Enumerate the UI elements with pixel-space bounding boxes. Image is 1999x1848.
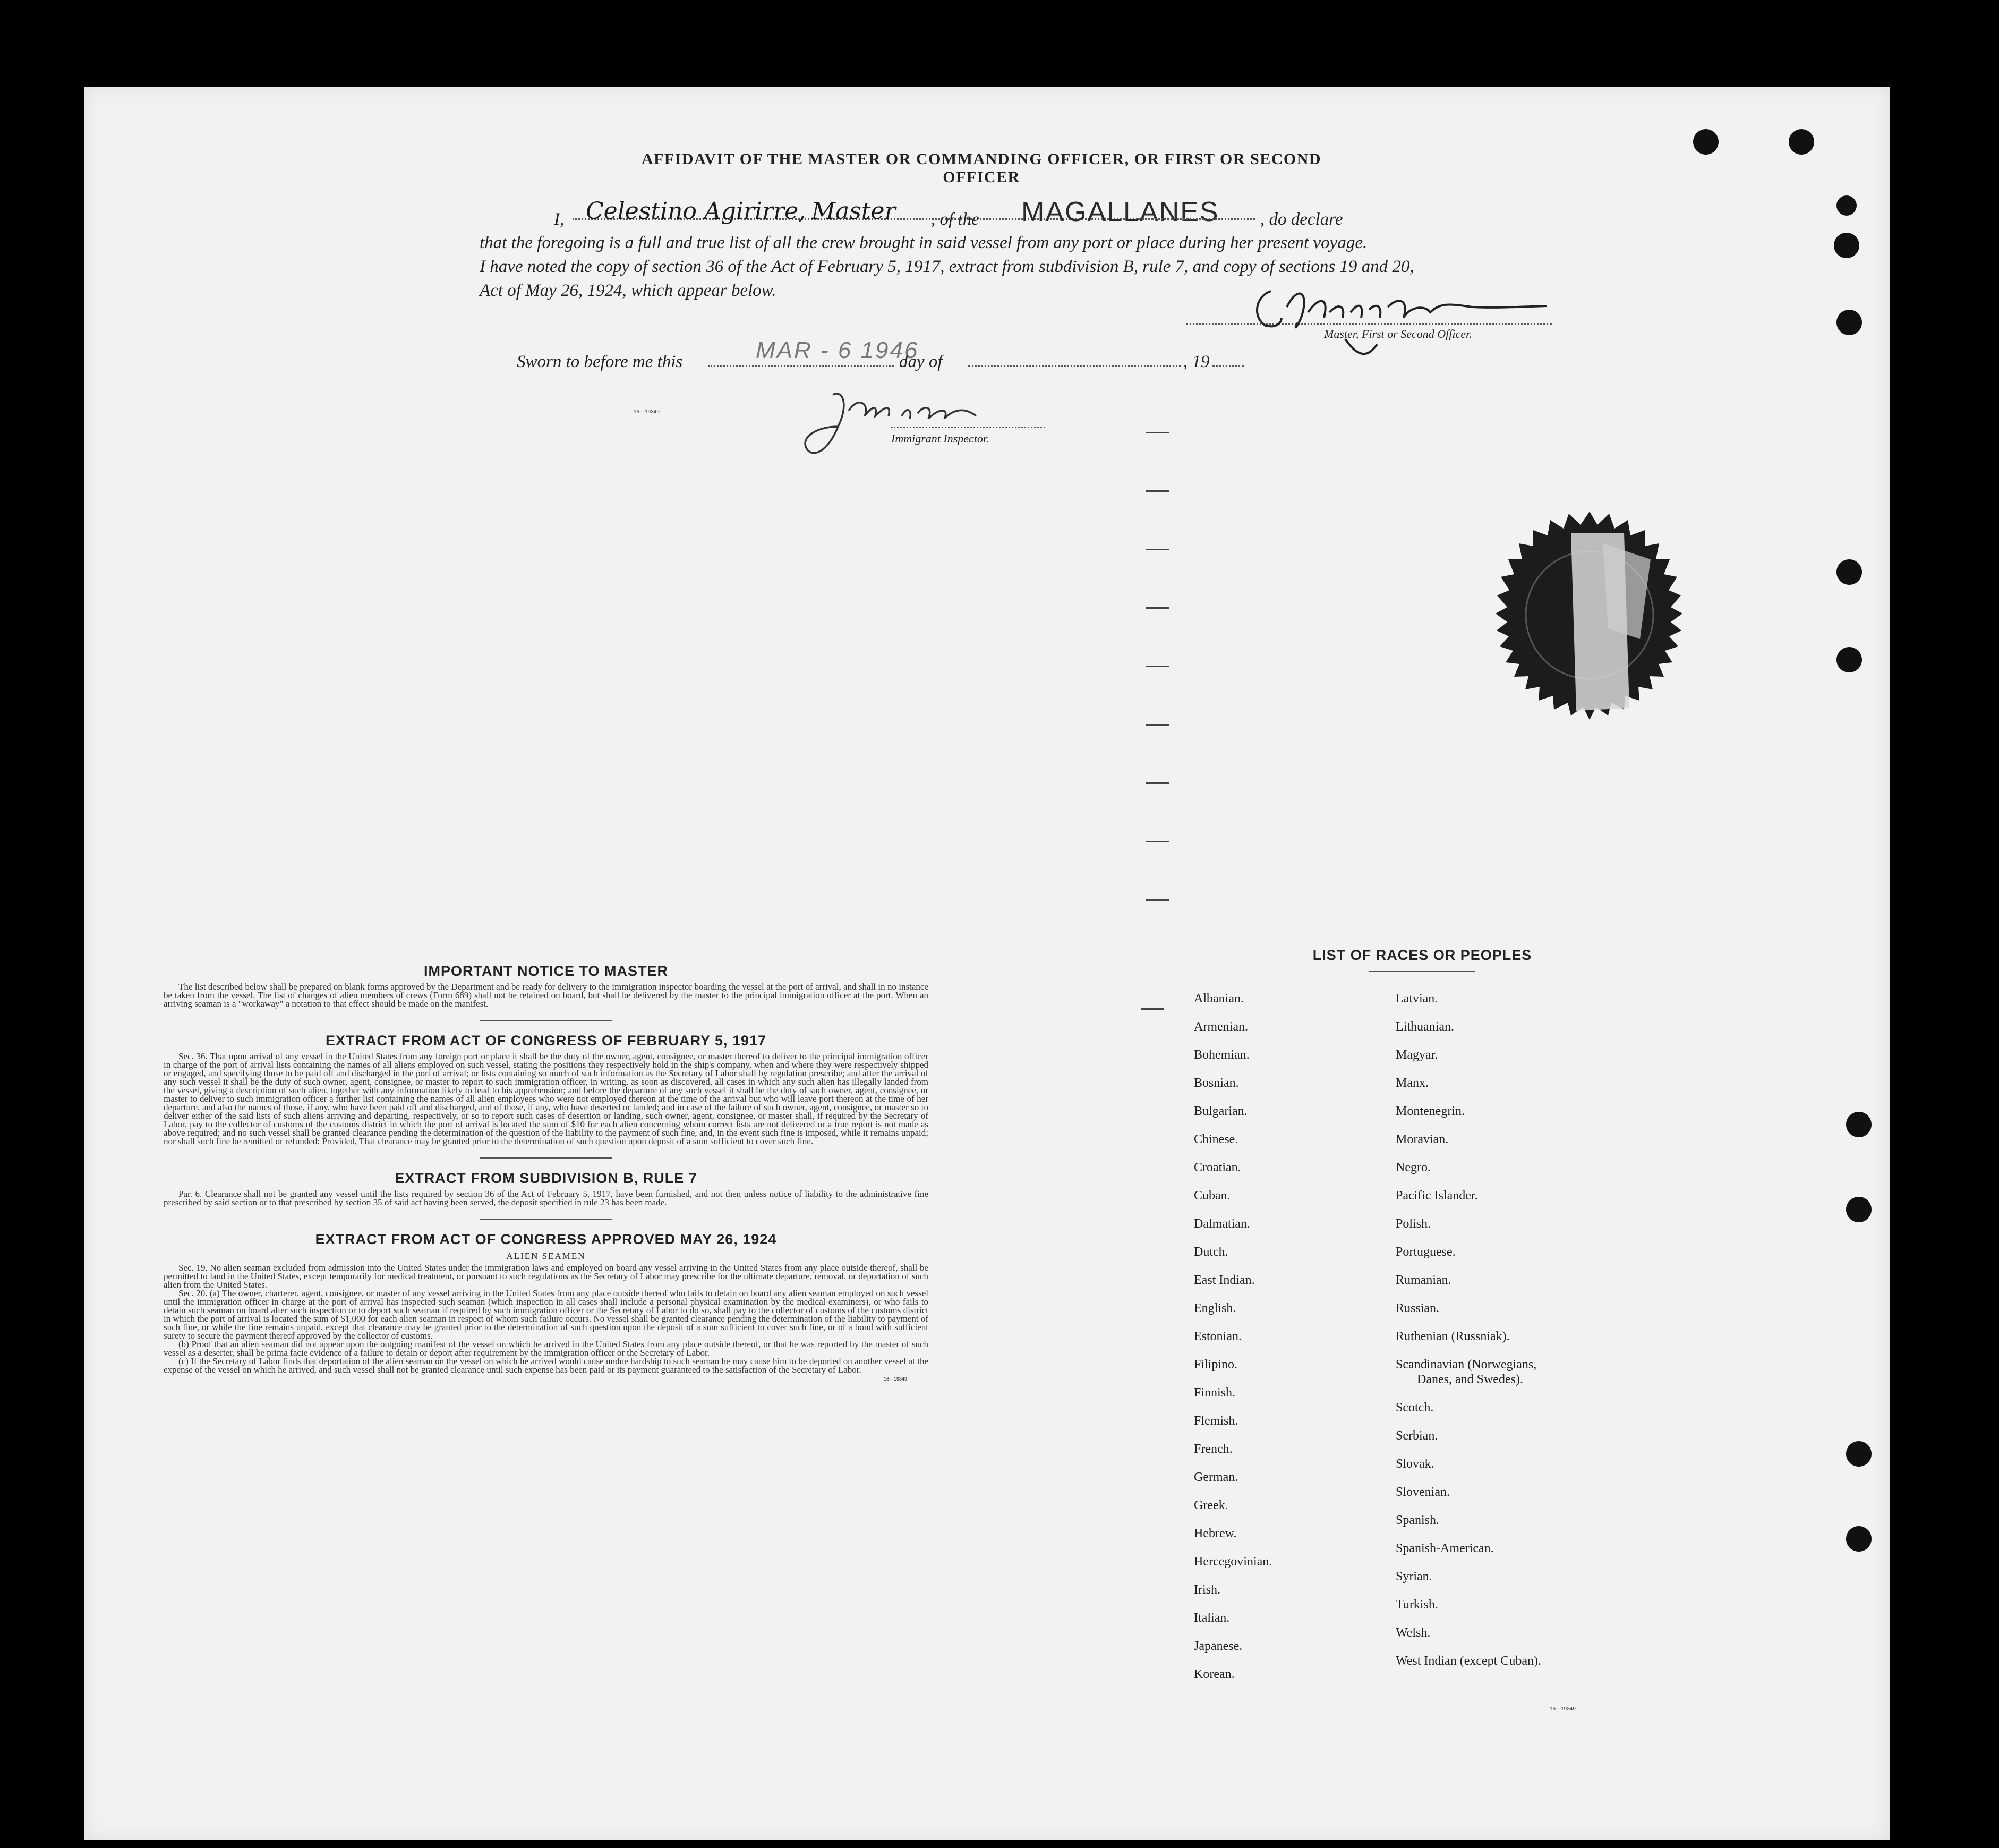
race-item: Ruthenian (Russniak).	[1396, 1330, 1510, 1343]
vessel-name: MAGALLANES	[1021, 197, 1219, 227]
race-item: West Indian (except Cuban).	[1396, 1654, 1541, 1668]
column-tick	[1141, 1008, 1164, 1010]
day-of-label: day of	[899, 352, 943, 371]
notice-form-number: 16—19349	[883, 1376, 907, 1382]
race-item: Moravian.	[1396, 1132, 1449, 1146]
race-item: Negro.	[1396, 1161, 1431, 1174]
punch-hole	[1836, 647, 1862, 672]
race-item: Rumanian.	[1396, 1273, 1451, 1287]
race-item: Albanian.	[1194, 992, 1244, 1006]
column-tick	[1146, 666, 1169, 667]
race-item: Estonian.	[1194, 1330, 1242, 1343]
punch-hole	[1836, 559, 1862, 585]
race-item: East Indian.	[1194, 1273, 1255, 1287]
race-item: Serbian.	[1396, 1429, 1438, 1443]
inspector-label: Immigrant Inspector.	[891, 432, 989, 445]
sec-20b-text: (b) Proof that an alien seaman did not appear upon the outgoing manifest of the vessel on which he arrived in the United States from any place outside thereof, or that he was reported by the master of such vessel as a deserter, shall be prima facie evidence of a failure to detain or deport after requirement by the immigration officer or the Secretary of Labor.	[164, 1339, 928, 1358]
extract-1917-title: EXTRACT FROM ACT OF CONGRESS OF FEBRUARY 5, 1917	[325, 1033, 767, 1049]
race-item: Bohemian.	[1194, 1048, 1250, 1062]
race-item: Spanish.	[1396, 1513, 1440, 1527]
race-item: German.	[1194, 1470, 1238, 1484]
declaration-line-3: I have noted the copy of section 36 of the Act of February 5, 1917, extract from subdivision B, rule 7, and copy of sections 19 and 20,	[480, 257, 1414, 276]
signature-graphic	[1250, 275, 1579, 360]
race-item: Welsh.	[1396, 1626, 1431, 1640]
races-title: LIST OF RACES OR PEOPLES	[1312, 947, 1532, 963]
month-underline	[968, 365, 1181, 367]
document-page	[84, 87, 1890, 1840]
inspector-line	[891, 427, 1045, 428]
master-name: Celestino Agirirre,	[586, 198, 806, 225]
do-declare-label: , do declare	[1260, 210, 1343, 229]
race-item: Croatian.	[1194, 1161, 1241, 1174]
sec-19-text: Sec. 19. No alien seaman excluded from admission into the United States under the immigration laws and employed on board any vessel arriving in the United States from any place outside thereof, shall be permitted to land in the United States, except temporarily for medical treatment, or pursuant to such regulations as the Secretary of Labor may prescribe for the ultimate departure, removal, or deportation of such alien from the United States.	[164, 1263, 928, 1290]
divider	[480, 1219, 612, 1220]
race-item: Dalmatian.	[1194, 1217, 1250, 1231]
declaration-line-2: that the foregoing is a full and true list of all the crew brought in said vessel from any port or place during her present voyage.	[480, 233, 1368, 252]
race-item: Latvian.	[1396, 992, 1438, 1006]
race-item: Irish.	[1194, 1583, 1220, 1597]
column-tick	[1146, 724, 1169, 726]
master-rank: Master	[811, 198, 896, 225]
affidavit-title: AFFIDAVIT OF THE MASTER OR COMMANDING OFFICER, OR FIRST OR SECOND OFFICER	[641, 150, 1322, 186]
race-item: Hebrew.	[1194, 1527, 1237, 1540]
form-number: 16—19349	[634, 409, 660, 415]
race-item: Magyar.	[1396, 1048, 1438, 1062]
race-item: English.	[1194, 1301, 1236, 1315]
inspector-signature	[764, 373, 1093, 464]
races-right-column	[1396, 992, 1661, 1712]
declaration-line-4: Act of May 26, 1924, which appear below.	[480, 281, 776, 300]
race-item: Bosnian.	[1194, 1076, 1239, 1090]
sec-20a-text: Sec. 20. (a) The owner, charterer, agent, consignee, or master of any vessel arriving in the United States from any place outside thereof who fails to detain on board any alien seaman employed on such vessel until the immigration officer in charge at the port of arrival has inspected such seaman (which inspection in all cases shall include a personal physical examination by the medical examiners), or who fails to detain such seaman on board after such inspection or to deport such seaman if required by such immigration officer or the Secretary of Labor to do so, shall pay to the collector of customs of the customs district in which the port of arrival is located the sum of $1,000 for each alien seaman in respect of whom such failure occurs. No vessel shall be granted clearance pending the determination of the liability to payment of such fine, or while the fine remains unpaid, except that clearance may be granted prior to the determination of such question upon the deposit of a sum sufficient to cover such fine, or of a bond with sufficient surety to secure the payment thereof approved by the collector of customs.	[164, 1288, 928, 1341]
notice-title: IMPORTANT NOTICE TO MASTER	[424, 963, 668, 979]
race-item: Cuban.	[1194, 1189, 1231, 1203]
column-tick	[1146, 432, 1169, 433]
race-item: Russian.	[1396, 1301, 1440, 1315]
race-item: Scotch.	[1396, 1401, 1434, 1415]
master-signature	[1186, 286, 1558, 350]
column-tick	[1146, 899, 1169, 901]
column-tick	[1146, 549, 1169, 550]
race-item: Korean.	[1194, 1667, 1235, 1681]
race-item: Japanese.	[1194, 1639, 1243, 1653]
races-left-column	[1194, 992, 1353, 1696]
race-item: Pacific Islander.	[1396, 1189, 1478, 1203]
race-item: Danes, and Swedes).	[1417, 1373, 1523, 1386]
notice-section	[164, 963, 928, 1382]
column-tick	[1146, 490, 1169, 492]
column-tick	[1146, 607, 1169, 609]
sworn-prefix: Sworn to before me this	[517, 352, 683, 371]
punch-hole	[1846, 1112, 1872, 1137]
race-item: Scandinavian (Norwegians,	[1396, 1358, 1537, 1372]
punch-hole	[1846, 1441, 1872, 1467]
notice-text: The list described below shall be prepared on blank forms approved by the Department and be ready for delivery to the immigration inspector boarding the vessel at the port of arrival, and shall in no instance be taken from the vessel. The list of changes of alien members of crews (Form 689) shall not be retained on board, but shall be delivered by the master to the principal immigration officer at the port. When an arriving seaman is a "workaway" a notation to that effect should be made on the manifest.	[164, 982, 928, 1009]
race-item: Bulgarian.	[1194, 1104, 1248, 1118]
race-item: Montenegrin.	[1396, 1104, 1465, 1118]
alien-seamen-subtitle: ALIEN SEAMEN	[506, 1251, 586, 1261]
race-item: Greek.	[1194, 1498, 1228, 1512]
divider	[1369, 971, 1475, 972]
signature-label: Master, First or Second Officer.	[1324, 327, 1472, 340]
punch-hole	[1846, 1526, 1872, 1552]
race-item: Hercegovinian.	[1194, 1555, 1272, 1569]
punch-hole	[1836, 195, 1857, 216]
date-stamp: MAR - 6 1946	[756, 337, 919, 363]
punch-hole	[1834, 233, 1859, 258]
race-item: Italian.	[1194, 1611, 1230, 1625]
punch-hole	[1836, 310, 1862, 335]
race-item: Finnish.	[1194, 1386, 1236, 1400]
declaration-prefix: I,	[554, 210, 565, 229]
punch-hole	[1789, 129, 1814, 155]
notary-seal-icon	[1470, 501, 1709, 740]
divider	[480, 1020, 612, 1021]
year-prefix: , 19	[1183, 352, 1210, 371]
race-item: Filipino.	[1194, 1358, 1238, 1372]
column-tick	[1146, 841, 1169, 842]
extract-rule7-text: Par. 6. Clearance shall not be granted any vessel until the lists required by section 36 of the Act of February 5, 1917, have been furnished, and not then unless notice of liability to the administrative fine prescribed by said section or to that prescribed by section 35 of said act having been served, the deposit specified in rule 23 has been made.	[164, 1189, 928, 1207]
race-item: Spanish-American.	[1396, 1542, 1494, 1555]
race-item: Flemish.	[1194, 1414, 1238, 1428]
punch-hole	[1693, 129, 1719, 155]
punch-hole	[1846, 1197, 1872, 1222]
race-item: Portuguese.	[1396, 1245, 1456, 1259]
race-item: Armenian.	[1194, 1020, 1248, 1034]
declaration-line-1	[480, 197, 1574, 231]
races-section	[1178, 947, 1667, 1712]
race-item: Slovak.	[1396, 1457, 1434, 1471]
column-tick	[1146, 782, 1169, 784]
extract-1924-title: EXTRACT FROM ACT OF CONGRESS APPROVED MAY 26, 1924	[315, 1231, 777, 1247]
race-item: Slovenian.	[1396, 1485, 1450, 1499]
race-item: Manx.	[1396, 1076, 1429, 1090]
extract-1917-text: Sec. 36. That upon arrival of any vessel in the United States from any foreign port or place it shall be the duty of the owner, agent, consignee, or master thereof to deliver to the principal immigration officer in charge of the port of arrival lists containing the names of all aliens employed on such vessel, stating the positions they respectively hold in the ship's company, when and where they were respectively shipped or engaged, and specifying those to be paid off and discharged in the port of arrival; or lists containing so much of such information as the Secretary of Labor shall by regulation prescribe; and after the arrival of any such vessel it shall be the duty of such owner, agent, consignee, or master to report to such immigration officer, in writing, as soon as discovered, all cases in which any such alien has illegally landed from the vessel, giving a description of such alien, together with any information likely to lead to his apprehension; and before the departure of any such vessel it shall be the duty of such owner, agent, consignee, or master to deliver to such immigration officer a further list containing the names of all alien employees who were not employed thereon at the time of the arrival but who will leave port thereon at the time of her departure, and also the names of those, if any, who have been paid off and discharged, and of those, if any, who have deserted or landed; and in case of the failure of such owner, agent, consignee, or master so to deliver either of the said lists of such aliens arriving and departing, respectively, or so to report such cases of desertion or landing, such owner, agent, consignee, or master shall, if required by the Secretary of Labor, pay to the collector of customs of the customs district in which the port of arrival is located the sum of $10 for each alien concerning whom correct lists are not delivered or a true report is not made as above required; and no such vessel shall be granted clearance pending the determination of the question of the liability to the payment of such fine, and, in the event such fine is imposed, while it remains unpaid; nor shall such fine be remitted or refunded: Provided, That clearance may be granted prior to the determination of such question upon deposit of a sum sufficient to cover such fine.	[164, 1051, 928, 1146]
year-underline	[1212, 365, 1244, 367]
race-item: Turkish.	[1396, 1598, 1438, 1612]
race-item: Dutch.	[1194, 1245, 1228, 1259]
sec-20c-text: (c) If the Secretary of Labor finds that deportation of the alien seaman on the vessel on which he arrived would cause undue hardship to such seaman he may cause him to be deported on another vessel at the expense of the vessel on which he arrived, and such vessel shall not be granted clearance until such expense has been paid or its payment guaranteed to the satisfaction of the Secretary of Labor.	[164, 1356, 928, 1375]
of-the-label: , of the	[931, 210, 979, 229]
race-item: Chinese.	[1194, 1132, 1238, 1146]
divider	[480, 1157, 612, 1159]
inspector-signature-graphic	[764, 373, 987, 464]
races-form-number: 16—19349	[1550, 1706, 1576, 1712]
race-item: French.	[1194, 1442, 1233, 1456]
race-item: Syrian.	[1396, 1570, 1432, 1583]
extract-rule7-title: EXTRACT FROM SUBDIVISION B, RULE 7	[395, 1170, 697, 1186]
date-underline	[708, 365, 894, 367]
race-item: Polish.	[1396, 1217, 1431, 1231]
vessel-underline	[1138, 218, 1255, 220]
race-item: Lithuanian.	[1396, 1020, 1454, 1034]
